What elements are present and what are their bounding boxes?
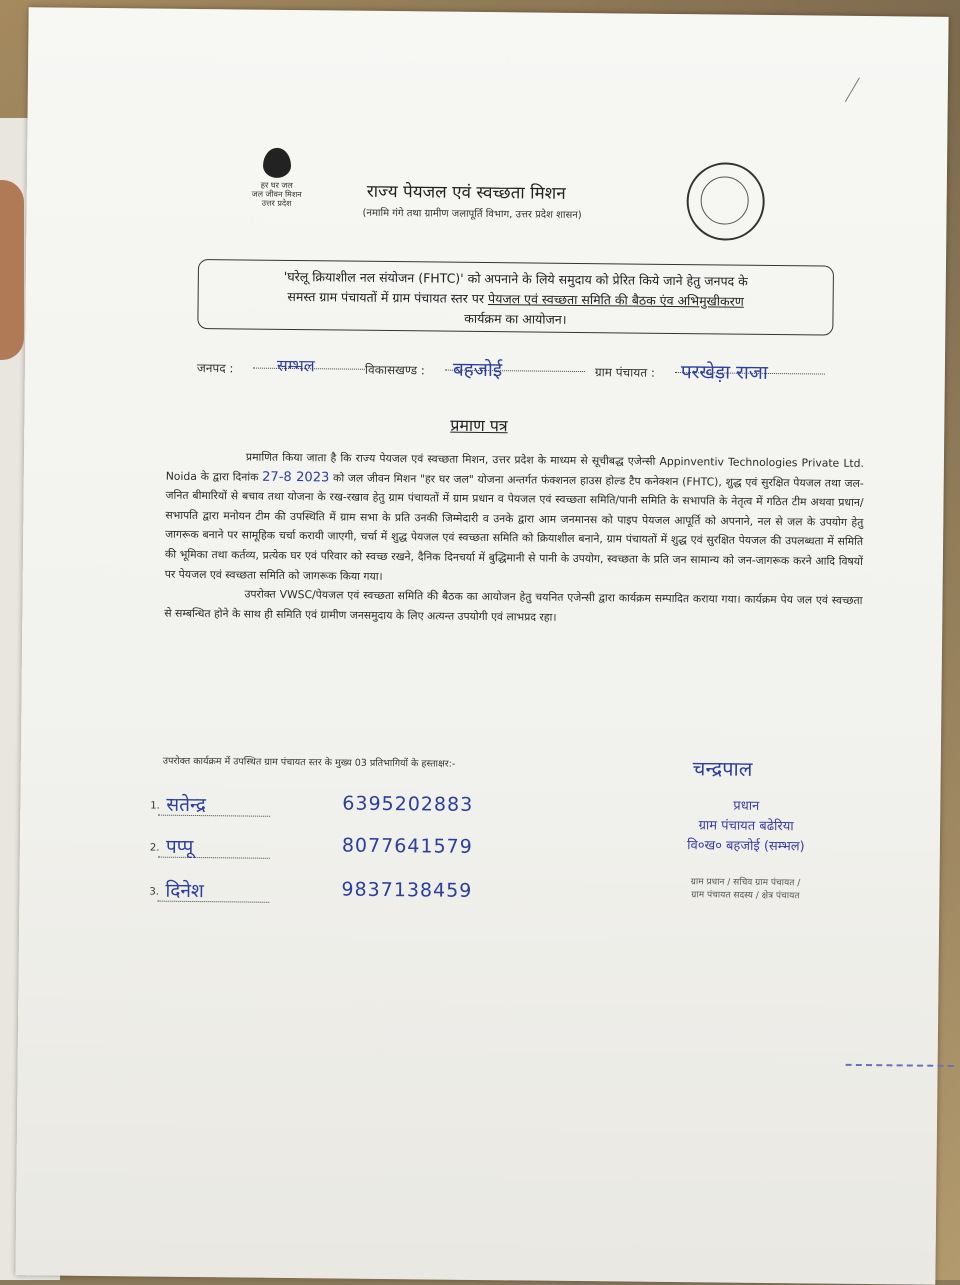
stamp-line-3: वि०ख० बहजोई (सम्भल): [687, 838, 805, 855]
participant-number: 3.: [149, 886, 160, 898]
banner-underlined-text: पेयजल एवं स्वच्छता समिति की बैठक एंव अभिमुखीकरण: [487, 291, 744, 309]
body-p1-start: प्रमाणित किया जाता है कि राज्य पेयजल एवं स्वच्छता मिशन, उत्तर प्रदेश के माध्यम से सूचीबद्ध एजेन्सी Appinventiv Technologies Private Ltd. Noida के द्वारा दिनांक: [165, 450, 865, 484]
vikaskhand-value: बहजोई: [452, 358, 503, 382]
gram-panchayat-value: परखेड़ा राजा: [680, 361, 768, 384]
participant-row: [150, 792, 474, 817]
participant-number: 2.: [149, 842, 160, 854]
janpad-label: जनपद :: [196, 360, 234, 376]
pen-mark: [845, 78, 860, 103]
caption-line-1: ग्राम प्रधान / सचिव ग्राम पंचायत /: [690, 877, 801, 889]
document-page: [15, 7, 948, 1285]
banner-line-1: 'घरेलू क्रियाशील नल संयोजन (FHTC)' को अपनाने के लिये समुदाय को प्रेरित किये जाने हेतु जनपद के: [283, 268, 748, 289]
har-ghar-jal-logo: [247, 148, 308, 209]
event-date: 27-8 2023: [262, 469, 330, 485]
stamp-line-2: ग्राम पंचायत बढेरिया: [698, 818, 794, 835]
participant-phone: 8077641579: [341, 834, 473, 858]
signatures-intro: उपरोक्त कार्यक्रम में उपस्थित ग्राम पंचायत स्तर के मुख्य 03 प्रतिभागियों के हस्ताक्षर:-: [162, 755, 456, 770]
certificate-heading: प्रमाण पत्र: [450, 415, 508, 436]
mission-title: राज्य पेयजल एवं स्वच्छता मिशन: [366, 181, 566, 204]
pradhan-stamp: [646, 796, 847, 858]
pencil-mark: [846, 1064, 954, 1068]
up-govt-seal-icon: [686, 162, 765, 241]
certificate-body: [164, 447, 864, 631]
participant-phone: 6395202883: [342, 792, 474, 816]
participant-row: [149, 878, 473, 903]
banner-line-3: कार्यक्रम का आयोजन।: [464, 310, 567, 327]
signatory-caption: [635, 876, 855, 904]
water-drop-icon: [263, 148, 291, 178]
holding-thumb: [0, 180, 24, 360]
participant-phone: 9837138459: [341, 878, 473, 902]
participant-signature: पप्पू: [165, 835, 194, 858]
janpad-value: सम्भल: [276, 355, 315, 376]
body-paragraph-2: उपरोक्त VWSC/पेयजल एवं स्वच्छता समिति की बैठक का आयोजन हेतु चयनित एजेन्सी द्वारा कार्यक्रम सम्पादित कराया गया। कार्यक्रम पेय जल एवं स्वच्छता से सम्बन्धित होने के साथ ही समिति एवं ग्रामीण जनसमुदाय के लिए अत्यन्त उपयोगी एवं लाभप्रद रहा।: [164, 587, 863, 624]
logo-caption: हर घर जल जल जीवन मिशन उत्तर प्रदेश: [251, 180, 302, 208]
mission-subtitle: (नमामि गंगे तथा ग्रामीण जलापूर्ति विभाग, उत्तर प्रदेश शासन): [362, 207, 582, 222]
gram-panchayat-label: ग्राम पंचायत :: [594, 365, 656, 380]
body-paragraph-1: [165, 447, 864, 591]
body-p1-rest: को जल जीवन मिशन "हर घर जल" योजना अन्तर्गत फंक्शनल हाउस होल्ड टैप कनेक्शन (FHTC), शुद्ध एवं सुरक्षित पेयजल तथा जल-जनित बीमारियों से बचाव तथा योजना के रख-रखाव हेतु ग्राम पंचायतों में ग्राम प्रधान व पेयजल एवं स्वच्छता समिति/पानी समिति के सभापति के नेतृत्व में गठित टीम अथवा प्रधान/सभापति द्वारा मनोयन टीम की उपस्थिति में ग्राम सभा के प्रति उनकी जिम्मेदारी व उनके द्वारा आम जनमानस को पाइप पेयजल आपूर्ति को अपनाने, नल से जल के उपयोग हेतु जागरूक बनाने पर सामूहिक चर्चा करायी जाएगी, चर्चा में शुद्ध पेयजल एवं स्वच्छता समिति को क्रियाशील बनाने, ग्राम पंचायतों में शुद्ध एवं सुरक्षित पेयजल की उपलब्धता में समिति की भूमिका तथा कर्तव्य, प्रत्येक घर एवं परिवार को स्वच्छ रखने, दैनिक दिनचर्या में बुद्धिमानी से पानी के उपयोग, स्वच्छता के प्रति जन सामान्य को जन-जागरूक करने आदि विषयों पर पेयजल एवं स्वच्छता समिति को जागरूक किया गया।: [164, 471, 864, 583]
participant-row: [149, 834, 473, 858]
banner-line-2-text: समस्त ग्राम पंचायतों में ग्राम पंचायत स्तर पर: [287, 288, 489, 307]
pradhan-signature: चन्द्रपाल: [692, 756, 753, 781]
programme-banner: [197, 259, 834, 336]
participant-number: 1.: [150, 800, 160, 812]
caption-line-2: ग्राम पंचायत सदस्य / क्षेत्र पंचायत: [691, 890, 800, 902]
participant-signature: सतेन्द्र: [166, 793, 207, 817]
stamp-line-1: प्रधान: [733, 798, 760, 814]
vikaskhand-label: विकासखण्ड :: [364, 362, 425, 378]
location-fields: [196, 355, 837, 384]
participant-signature: दिनेश: [165, 879, 205, 903]
